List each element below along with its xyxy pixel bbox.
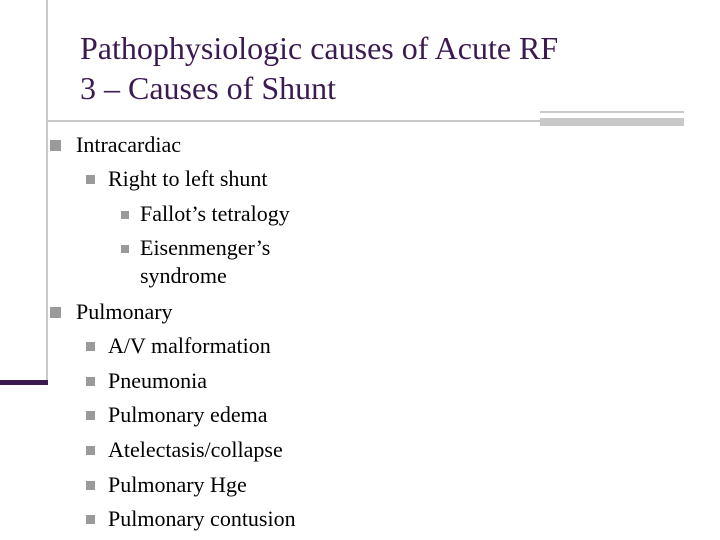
bullet-intracardiac	[76, 132, 181, 158]
square-bullet-icon	[86, 515, 95, 524]
square-bullet-icon	[86, 481, 95, 490]
left-accent-bar	[0, 380, 48, 385]
bullet-text: syndrome	[140, 263, 227, 288]
bullet-pulmonary-edema	[108, 402, 267, 428]
bullet-text: Intracardiac	[76, 132, 182, 157]
title-line-2: 3 – Causes of Shunt	[80, 70, 336, 106]
square-bullet-icon	[121, 245, 129, 253]
bullet-pulmonary	[76, 299, 173, 325]
square-bullet-icon	[50, 140, 61, 151]
square-bullet-icon	[121, 211, 129, 219]
square-bullet-icon	[86, 411, 95, 420]
bullet-text: Right to left shunt	[108, 166, 268, 191]
bullet-fallots-tetralogy	[140, 201, 290, 227]
bullet-text: A/V malformation	[108, 333, 271, 358]
square-bullet-icon	[86, 377, 95, 386]
bullet-atelectasis-collapse	[108, 437, 283, 463]
bullet-pulmonary-contusion	[108, 506, 296, 532]
bullet-text: Pulmonary edema	[108, 402, 268, 427]
bullet-text: Eisenmenger’s	[140, 235, 271, 260]
bullet-pneumonia	[108, 368, 207, 394]
bullet-text: Pneumonia	[108, 368, 207, 393]
bullet-syndrome-continuation	[140, 263, 227, 289]
square-bullet-icon	[50, 307, 61, 318]
bullet-text: Pulmonary contusion	[108, 506, 296, 531]
bullet-text: Fallot’s tetralogy	[140, 201, 290, 226]
square-bullet-icon	[86, 446, 95, 455]
slide-title	[80, 28, 558, 108]
bullet-right-to-left-shunt	[108, 166, 268, 192]
bullet-text: Pulmonary	[76, 299, 173, 324]
title-rule-accent	[540, 111, 684, 126]
bullet-pulmonary-hge	[108, 472, 247, 498]
bullet-av-malformation	[108, 333, 271, 359]
title-line-1: Pathophysiologic causes of Acute RF	[80, 30, 559, 66]
bullet-eisenmengers	[140, 235, 270, 261]
bullet-text: Atelectasis/collapse	[108, 437, 283, 462]
left-vertical-rule	[46, 0, 48, 385]
square-bullet-icon	[86, 175, 95, 184]
square-bullet-icon	[86, 342, 95, 351]
bullet-text: Pulmonary Hge	[108, 472, 247, 497]
